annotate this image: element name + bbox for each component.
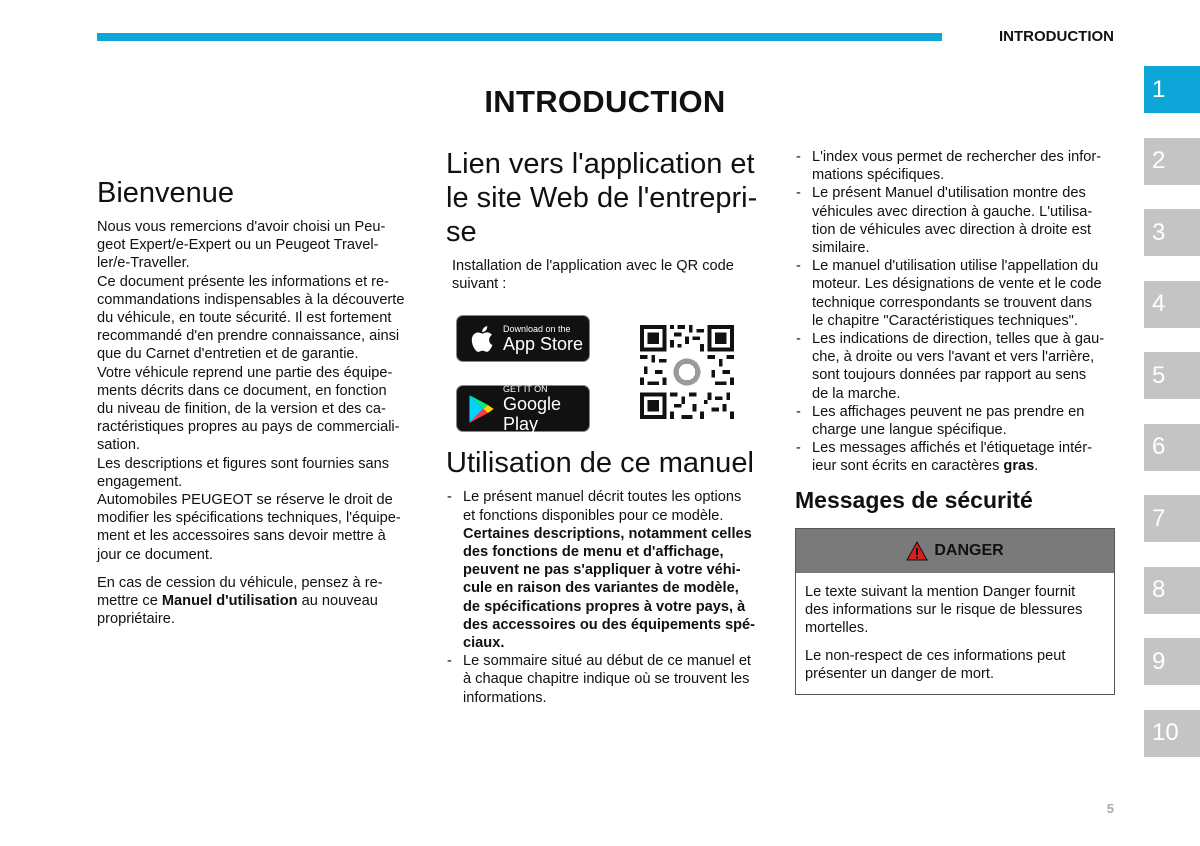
danger-box [795,528,1115,695]
chapter-tab-4[interactable]: 4 [1144,281,1200,328]
chapter-tab-9[interactable]: 9 [1144,638,1200,685]
danger-label: DANGER [934,541,1004,559]
bold-word: gras [1003,458,1035,475]
chapter-tab-2[interactable]: 2 [1144,138,1200,185]
safety-heading: Messages de sécurité [795,486,1033,513]
running-head: INTRODUCTION [999,28,1114,45]
chapter-tabs [1144,66,1200,781]
chapter-tab-3[interactable]: 3 [1144,209,1200,256]
store-badges [446,307,768,432]
notes-section [795,148,1115,695]
list-item: - L'index vous permet de rechercher des infor- mations spécifiques. [795,148,1115,184]
list-item: - Le sommaire situé au début de ce manuel et à chaque chapitre indique où se trouvent les informations. [446,652,768,707]
list-item: - Les indications de direction, telles que à gau- che, à droite ou vers l'avant et vers l'arrière, sont toujours données par rapport au sens de la marche. [795,330,1115,403]
chapter-tab-5[interactable]: 5 [1144,352,1200,399]
welcome-heading: Bienvenue [97,177,235,209]
install-instructions: Installation de l'application avec le QR code suivant : [452,258,734,293]
apple-icon [467,324,495,354]
chapter-tab-6[interactable]: 6 [1144,424,1200,471]
list-item: - Le manuel d'utilisation utilise l'appellation du moteur. Les désignations de vente et le code technique correspondants se trouvent dans le chapitre "Caractéristiques techniques". [795,257,1115,330]
welcome-body: Nous vous remercions d'avoir choisi un Peu- geot Expert/e-Expert ou un Peugeot Travel- ler/e-Traveller. Ce document présente les informations et re- commandations indispensables à la découverte du véhicule, en toute sécurité. Il est fortement recommandé d'en prendre connaissance, ainsi que du Carnet d'entretien et de garantie. Votre véhicule reprend une partie des équipe- ments décrits dans ce document, en fonction du niveau de finition, de la version et des ca- ractéristiques propres au pays de commerciali- sation. Les descriptions et figures sont fournies sans engagement. Automobiles PEUGEOT se réserve le droit de modifier les spécifications techniques, l'équipe- ment et les accessoires sans devoir mettre à jour ce document. [97,219,405,563]
google-play-icon [467,394,495,424]
manual-usage-heading: Utilisation de ce manuel [446,447,754,480]
notes-list [795,148,1115,476]
welcome-section [97,176,419,628]
manual-name-bold: Manuel d'utilisation [161,593,298,610]
google-play-badge[interactable]: GET IT ON Google Play [456,385,590,432]
manual-usage-list [446,488,768,706]
page-number: 5 [1106,801,1114,816]
page-title: INTRODUCTION [484,84,726,119]
danger-text-1: Le texte suivant la mention Danger fournit des informations sur le risque de blessures mortelles. [805,583,1083,637]
qr-code[interactable] [640,325,734,419]
chapter-tab-7[interactable]: 7 [1144,495,1200,542]
list-item: - Les affichages peuvent ne pas prendre en charge une langue spécifique. [795,403,1115,439]
chapter-tab-10[interactable]: 10 [1144,710,1200,757]
resale-paragraph: En cas de cession du véhicule, pensez à re- mettre ce Manuel d'utilisation au nouveau propriétaire. [97,574,383,628]
danger-body [796,573,1114,694]
list-item: - Les messages affichés et l'étiquetage intér- ieur sont écrits en caractères gras. [795,439,1115,475]
app-store-badge[interactable]: Download on the App Store [456,315,590,362]
list-item: - Le présent manuel décrit toutes les options et fonctions disponibles pour ce modèle. Certaines descriptions, notamment celles des fonctions de menu et d'affichage, peuvent ne pas s'appliquer à votre véhi- cule en raison des variantes de modèle, de spécifications propres à votre pays, à des accessoires ou des équipements spé- ciaux. [446,488,768,652]
danger-text-2: Le non-respect de ces informations peut présenter un danger de mort. [805,648,1066,683]
header-accent-bar [97,33,942,41]
list-item: - Le présent Manuel d'utilisation montre des véhicules avec direction à gauche. L'utilisa- tion de véhicules avec direction à droite est similaire. [795,184,1115,257]
warning-triangle-icon [906,541,928,561]
chapter-tab-8[interactable]: 8 [1144,567,1200,614]
danger-header [796,529,1114,573]
app-link-section [446,147,768,707]
chapter-tab-1[interactable]: 1 [1144,66,1200,113]
app-link-heading: Lien vers l'application et le site Web de l'entrepri- se [446,148,758,248]
